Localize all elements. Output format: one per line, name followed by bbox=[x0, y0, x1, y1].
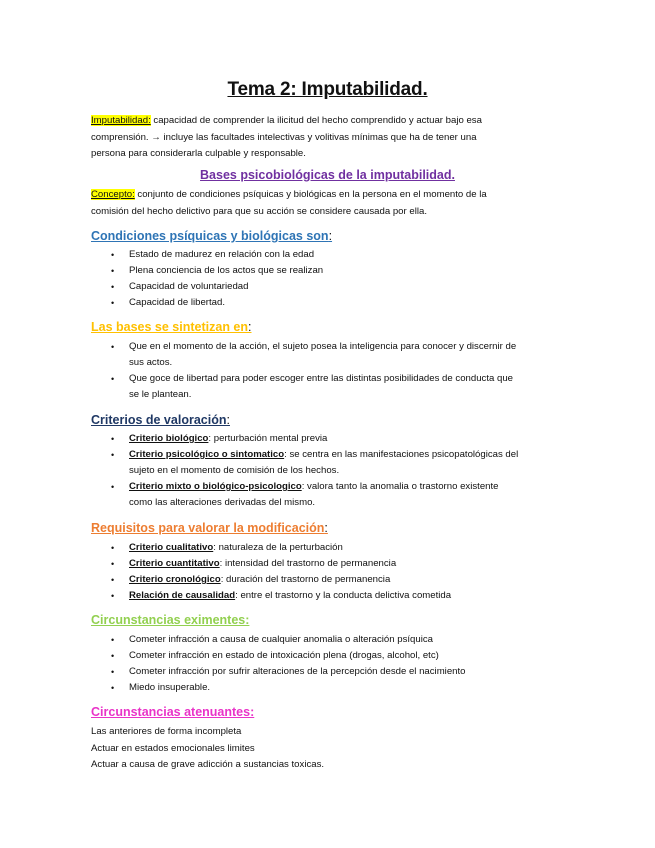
list-item-text: : entre el trastorno y la conducta delictiva cometida bbox=[235, 590, 452, 601]
criterio-name: Criterio biológico bbox=[129, 433, 209, 444]
list-item-text: Plena conciencia de los actos que se realizan bbox=[129, 265, 324, 276]
bullet-icon: • bbox=[111, 374, 115, 384]
list-item bbox=[91, 371, 571, 403]
requisitos-heading-text: Requisitos para valorar la modificación bbox=[91, 521, 325, 535]
list-item bbox=[91, 263, 571, 279]
list-item bbox=[91, 556, 571, 572]
bullet-icon: • bbox=[111, 298, 115, 308]
list-item bbox=[91, 295, 571, 311]
criterio-name: Criterio psicológico o sintomatico bbox=[129, 449, 285, 460]
list-item bbox=[91, 572, 571, 588]
bullet-icon: • bbox=[111, 575, 115, 585]
requisito-name: Criterio cronológico bbox=[129, 574, 221, 585]
bullet-icon: • bbox=[111, 482, 115, 492]
atenuantes-heading: Circunstancias atenuantes: bbox=[91, 705, 255, 719]
criterios-heading bbox=[91, 413, 230, 427]
list-item-text: Cometer infracción a causa de cualquier anomalia o alteración psíquica bbox=[129, 634, 433, 645]
bullet-icon: • bbox=[111, 651, 115, 661]
bullet-icon: • bbox=[111, 250, 115, 260]
list-item-text: Estado de madurez en relación con la edad bbox=[129, 249, 315, 260]
requisito-name: Relación de causalidad bbox=[129, 590, 236, 601]
intro-term: Imputabilidad: bbox=[91, 115, 151, 126]
atenuante-line: Actuar a causa de grave adicción a sustancias toxicas. bbox=[91, 759, 325, 770]
list-item-text: se le plantean. bbox=[129, 389, 192, 400]
bullet-icon: • bbox=[111, 434, 115, 444]
list-item-text: : valora tanto la anomalia o trastorno existente bbox=[301, 481, 499, 492]
list-item bbox=[91, 632, 571, 648]
list-item bbox=[91, 247, 571, 263]
concepto-paragraph bbox=[91, 187, 561, 220]
bullet-icon: • bbox=[111, 635, 115, 645]
sintetizan-heading bbox=[91, 320, 252, 334]
list-item bbox=[91, 588, 571, 604]
bullet-icon: • bbox=[111, 591, 115, 601]
list-item bbox=[91, 540, 571, 556]
intro-line-3: persona para considerarla culpable y responsable. bbox=[91, 148, 306, 159]
requisito-name: Criterio cuantitativo bbox=[129, 558, 220, 569]
list-item bbox=[91, 279, 571, 295]
bullet-icon: • bbox=[111, 683, 115, 693]
page-title: Tema 2: Imputabilidad. bbox=[227, 79, 428, 100]
list-item bbox=[91, 664, 571, 680]
bullet-icon: • bbox=[111, 543, 115, 553]
list-item bbox=[91, 479, 571, 511]
list-item-text: como las alteraciones derivadas del mismo. bbox=[129, 497, 316, 508]
condiciones-colon: : bbox=[328, 229, 333, 243]
atenuante-line: Actuar en estados emocionales limites bbox=[91, 742, 255, 754]
bullet-icon: • bbox=[111, 559, 115, 569]
list-item-text: Que goce de libertad para poder escoger entre las distintas posibilidades de conducta que bbox=[129, 373, 514, 384]
requisitos-list bbox=[91, 540, 571, 604]
list-item-text: sus actos. bbox=[129, 357, 173, 368]
list-item-text: Capacidad de libertad. bbox=[129, 297, 226, 308]
atenuante-line: Las anteriores de forma incompleta bbox=[91, 726, 242, 737]
criterio-name: Criterio mixto o biológico-psicologico bbox=[129, 481, 302, 492]
bullet-icon: • bbox=[111, 266, 115, 276]
eximentes-list bbox=[91, 632, 571, 696]
bases-subtitle: Bases psicobiológicas de la imputabilidad. bbox=[200, 168, 455, 182]
bullet-icon: • bbox=[111, 450, 115, 460]
intro-paragraph bbox=[91, 113, 561, 163]
atenuantes-lines bbox=[91, 724, 324, 774]
list-item-text: : duración del trastorno de permanencia bbox=[220, 574, 391, 585]
sintetizan-list bbox=[91, 339, 571, 403]
intro-line-2: comprensión. → incluye las facultades intelectivas y volitivas mínimas que ha de tener una bbox=[91, 131, 477, 143]
list-item-text: : intensidad del trastorno de permanencia bbox=[219, 558, 397, 569]
list-item bbox=[91, 447, 571, 479]
list-item-text: sujeto en el momento de comisión de los hechos. bbox=[129, 465, 340, 476]
list-item bbox=[91, 648, 571, 664]
list-item-text: Capacidad de voluntariedad bbox=[129, 281, 249, 292]
list-item-text: : se centra en las manifestaciones psicopatológicas del bbox=[284, 449, 519, 460]
list-item-text: Que en el momento de la acción, el sujeto posea la inteligencia para conocer y discernir de bbox=[129, 341, 517, 352]
concepto-line-1: conjunto de condiciones psíquicas y biológicas en la persona en el momento de la bbox=[134, 189, 487, 200]
list-item bbox=[91, 339, 571, 371]
list-item-text: : naturaleza de la perturbación bbox=[213, 542, 343, 553]
list-item-text: Cometer infracción en estado de intoxicación plena (drogas, alcohol, etc) bbox=[129, 650, 439, 661]
sintetizan-heading-text: Las bases se sintetizan en bbox=[91, 320, 249, 334]
list-item bbox=[91, 431, 571, 447]
list-item-text: Miedo insuperable. bbox=[129, 682, 211, 693]
criterios-colon: : bbox=[226, 413, 230, 427]
criterios-heading-text: Criterios de valoración bbox=[91, 413, 227, 427]
criterios-list bbox=[91, 431, 571, 511]
list-item-text: : perturbación mental previa bbox=[208, 433, 328, 444]
bullet-icon: • bbox=[111, 667, 115, 677]
eximentes-heading: Circunstancias eximentes: bbox=[91, 613, 250, 627]
condiciones-heading-text: Condiciones psíquicas y biológicas son bbox=[91, 229, 329, 243]
intro-line-1: capacidad de comprender la ilicitud del hecho comprendido y actuar bajo esa bbox=[150, 115, 482, 126]
list-item bbox=[91, 680, 571, 696]
concepto-term: Concepto: bbox=[91, 189, 135, 200]
requisitos-heading bbox=[91, 521, 328, 535]
condiciones-heading bbox=[91, 229, 332, 243]
sintetizan-colon: : bbox=[248, 320, 252, 334]
concepto-line-2: comisión del hecho delictivo para que su acción se considere causada por ella. bbox=[91, 205, 427, 217]
requisitos-colon: : bbox=[324, 521, 328, 535]
bullet-icon: • bbox=[111, 342, 115, 352]
bullet-icon: • bbox=[111, 282, 115, 292]
condiciones-list bbox=[91, 247, 571, 311]
requisito-name: Criterio cualitativo bbox=[129, 542, 214, 553]
list-item-text: Cometer infracción por sufrir alteraciones de la percepción desde el nacimiento bbox=[129, 666, 466, 677]
